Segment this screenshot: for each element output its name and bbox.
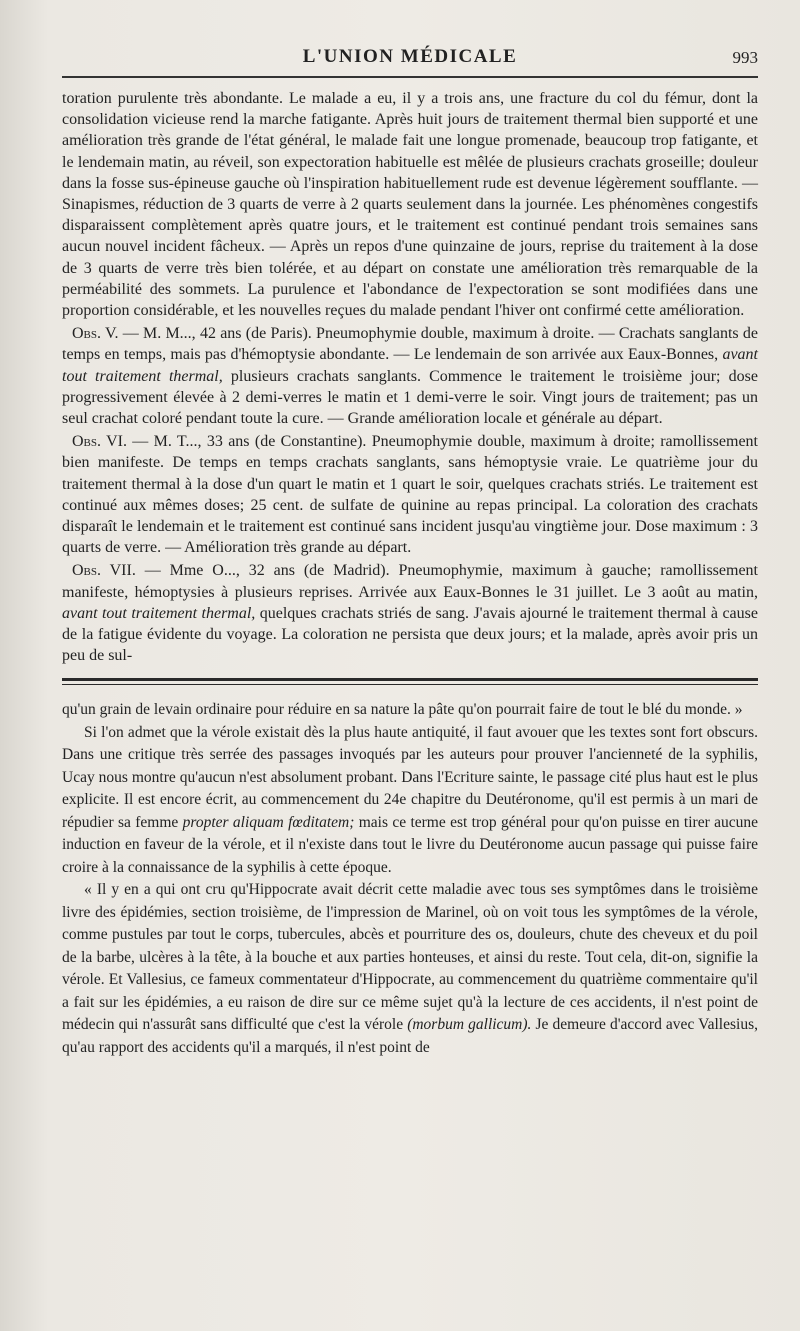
p2-italic: propter aliquam fœditatem;	[182, 813, 355, 831]
paragraph-quote-end: qu'un grain de levain ordinaire pour réduire en sa nature la pâte qu'on pourrait faire de tout le blé du monde. »	[62, 701, 743, 719]
upper-text-block	[62, 88, 758, 666]
paragraph-hippocrate	[62, 879, 758, 1059]
divider-thin-rule	[62, 684, 758, 685]
p2-text-2: mais ce terme est trop général pour qu'on puisse en tirer aucune induction en faveur de la vérole, et il n'existe dans tout le livre du Deutéronome aucun passage qui puisse faire croire à la connaissance de la syphilis à cette époque.	[62, 813, 758, 876]
obs5-label: Obs. V.	[72, 325, 119, 343]
paragraph-obs6	[62, 431, 758, 558]
page-number: 993	[732, 48, 758, 67]
running-title: L'UNION MÉDICALE	[302, 46, 518, 67]
p3-text-2: Je demeure d'accord avec Vallesius, qu'au rapport des accidents qu'il a marqués, il n'est point de	[62, 1016, 758, 1056]
obs5-italic: avant tout traitement thermal,	[62, 346, 758, 385]
obs7-text: — Mme O..., 32 ans (de Madrid). Pneumophymie, maximum à gauche; ramollissement manifeste, hémoptysies à plusieurs reprises. Arrivée aux Eaux-Bonnes le 31 juillet. Le 3 août au matin,	[62, 562, 758, 601]
p3-italic: (morbum gallicum).	[407, 1016, 532, 1034]
obs7-label: Obs. VII.	[72, 562, 136, 580]
p2-text: Si l'on admet que la vérole existait dès la plus haute antiquité, il faut avouer que les textes sont fort obscurs. Dans une critique très serrée des passages invoqués par les auteurs pour prouver l'ancienneté de la syphilis, Ucay nous montre qu'aucun n'est absolument probant. Dans l'Ecriture sainte, le passage cité plus haut est le plus explicite. Il est encore écrit, au commencement du 24e chapitre du Deutéronome, qu'il est permis à un mari de répudier sa femme	[62, 723, 758, 831]
paragraph-obs4-continuation: toration purulente très abondante. Le malade a eu, il y a trois ans, une fracture du col du fémur, dont la consolidation vicieuse rend la marche fatigante. Après huit jours de traitement thermal bien supporté et une amélioration très grande de l'état général, le malade fait une longue promenade, beaucoup trop fatigante, et le lendemain matin, au réveil, son expectoration habituelle est mêlée de plusieurs crachats groseille; douleur dans la fosse sus-épineuse gauche où l'inspiration habituellement rude est devenue légèrement soufflante. — Sinapismes, réduction de 3 quarts de verre à 2 quarts seulement dans la journée. Les phénomènes congestifs disparaissent complètement après quatre jours, et le traitement est continué pendant trois semaines sans aucun nouvel incident fâcheux. — Après un repos d'une quinzaine de jours, reprise du traitement à la dose de 3 quarts de verre très bien tolérée, et au départ on constate une amélioration très remarquable de la perméabilité des sommets. La purulence et l'abondance de l'expectoration se sont modifiées dans une proportion considérable, et les nouvelles reçues du malade pendant l'hiver ont confirmé cette amélioration.	[62, 90, 758, 320]
page-header	[62, 42, 758, 76]
p3-text: « Il y en a qui ont cru qu'Hippocrate avait décrit cette maladie avec tous ses symptômes dans le troisième livre des épidémies, section troisième, de l'impression de Marinel, où on voit tous les symptômes de la vérole, comme pustules par tout le corps, tubercules, abcès et pourriture des os, douleurs, chute des cheveux et du poil de la barbe, ulcères à la tête, à la bouche et aux parties honteuses, et ainsi du reste. Tout cela, dit-on, signifie la vérole. Et Vallesius, ce fameux commentateur d'Hippocrate, au commencement du quatrième commentaire qu'il a fait sur les épidémies, a eu raison de dire sur ce même sujet qu'à la lecture de ces accidents, il n'est point de médecin qui n'assurât sans difficulté que c'est la vérole	[62, 881, 758, 1034]
section-divider	[62, 678, 758, 685]
obs6-text: — M. T..., 33 ans (de Constantine). Pneumophymie double, maximum à droite; ramollissement bien manifeste. De temps en temps crachats sanglants, sans hémoptysie vraie. Le quatrième jour du traitement thermal à la dose d'un quart le matin et 1 quart le soir, quelques crachats striés. Le traitement est continué aux mêmes doses; 25 cent. de sulfate de quinine au repas principal. La coloration des crachats disparaît le lendemain et le traitement est continué sans incident jusqu'au vingtième jour. Dose maximum : 3 quarts de verre. — Amélioration très grande au départ.	[62, 433, 758, 557]
obs7-italic: avant tout traitement thermal,	[62, 604, 256, 622]
obs7-text-2: quelques crachats striés de sang. J'avais ajourné le traitement thermal à cause de la fatigue évidente du voyage. La coloration ne persista que deux jours; et la malade, après avoir pris un peu de sul-	[62, 604, 758, 665]
paragraph-obs5	[62, 323, 758, 429]
paragraph-syphilis-antiquity	[62, 722, 758, 880]
obs6-label: Obs. VI.	[72, 433, 127, 451]
header-rule	[62, 76, 758, 78]
lower-text-block	[62, 699, 758, 1059]
obs5-text: — M. M..., 42 ans (de Paris). Pneumophymie double, maximum à droite. — Crachats sanglants de temps en temps, mais pas d'hémoptysie abondante. — Le lendemain de son arrivée aux Eaux-Bonnes,	[62, 325, 758, 364]
paragraph-obs7	[62, 560, 758, 666]
divider-thick-rule	[62, 678, 758, 681]
obs5-text-2: plusieurs crachats sanglants. Commence le traitement le troisième jour; dose progressivement élevée à 2 demi-verres le matin et 1 demi-verre le soir. Vingt jours de traitement; pas un seul crachat coloré pendant toute la cure. — Grande amélioration locale et générale au départ.	[62, 367, 758, 428]
